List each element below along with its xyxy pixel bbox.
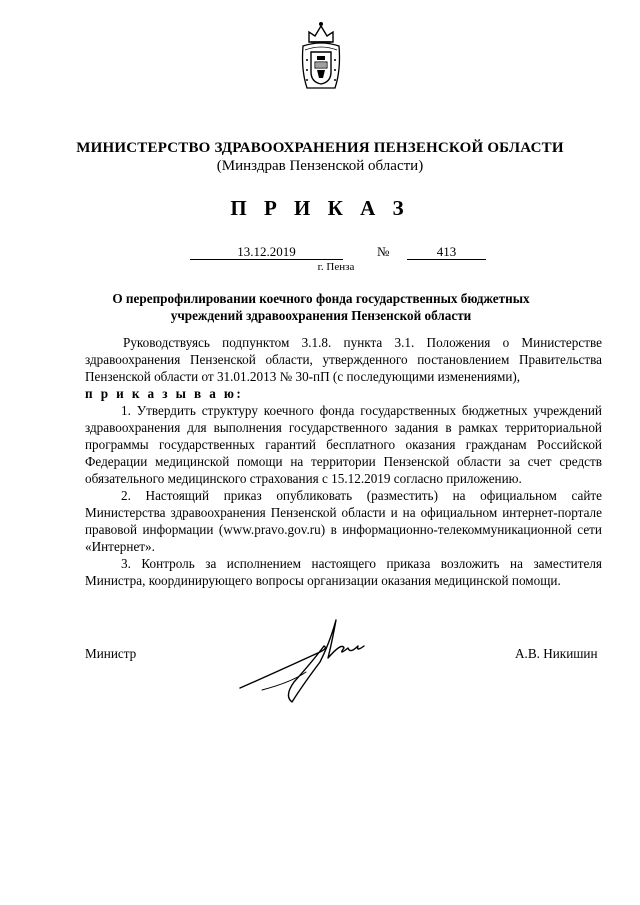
order-subject [90, 290, 552, 324]
ministry-name: МИНИСТЕРСТВО ЗДРАВООХРАНЕНИЯ ПЕНЗЕНСКОЙ ОБЛАСТИ [76, 140, 564, 156]
coat-of-arms-icon [299, 20, 343, 92]
item-2-paragraph: 2. Настоящий приказ опубликовать (разместить) на официальном сайте Министерства здравоохранения Пензенской области и на официальном интернет-портале правовой информации (www.pravo.gov.ru) в информационно-телекоммуникационной сети «Интернет». [85, 488, 602, 554]
order-city: г. Пенза [317, 261, 355, 273]
subject-line-1: О перепрофилировании коечного фонда государственных бюджетных [112, 291, 530, 306]
subject-line-2: учреждений здравоохранения Пензенской области [170, 308, 472, 323]
order-body [85, 334, 602, 589]
item-3-paragraph: 3. Контроль за исполнением настоящего приказа возложить на заместителя Министра, координирующего вопросы организации оказания медицинской помощи. [85, 556, 602, 588]
order-number-sign: № [377, 244, 390, 259]
order-number: 413 [407, 244, 486, 260]
item-1-paragraph: 1. Утвердить структуру коечного фонда государственных бюджетных учреждений здравоохранения для выполнения государственного задания в рамках территориальной программы государственных гарантий бесплатного оказания гражданам Российской Федерации медицинской помощи на территории Пензенской области за счет средств обязательного медицинского страхования с 15.12.2019 согласно приложению. [85, 403, 602, 486]
order-title: П Р И К А З [230, 196, 410, 220]
ministry-short-name: (Минздрав Пензенской области) [216, 158, 424, 174]
order-date: 13.12.2019 [190, 244, 343, 260]
signatory-position: Министр [85, 646, 137, 661]
orders-word: п р и к а з ы в а ю: [85, 386, 244, 401]
preamble-paragraph: Руководствуясь подпунктом 3.1.8. пункта 3.1. Положения о Министерстве здравоохранения Пензенской области, утвержденного постановлением Правительства Пензенской области от 31.01.2013 № 30-пП (с последующими изменениями), [85, 335, 602, 384]
signatory-name: А.В. Никишин [515, 646, 598, 661]
handwritten-signature-icon [232, 612, 372, 708]
orders-word-paragraph [85, 385, 602, 402]
